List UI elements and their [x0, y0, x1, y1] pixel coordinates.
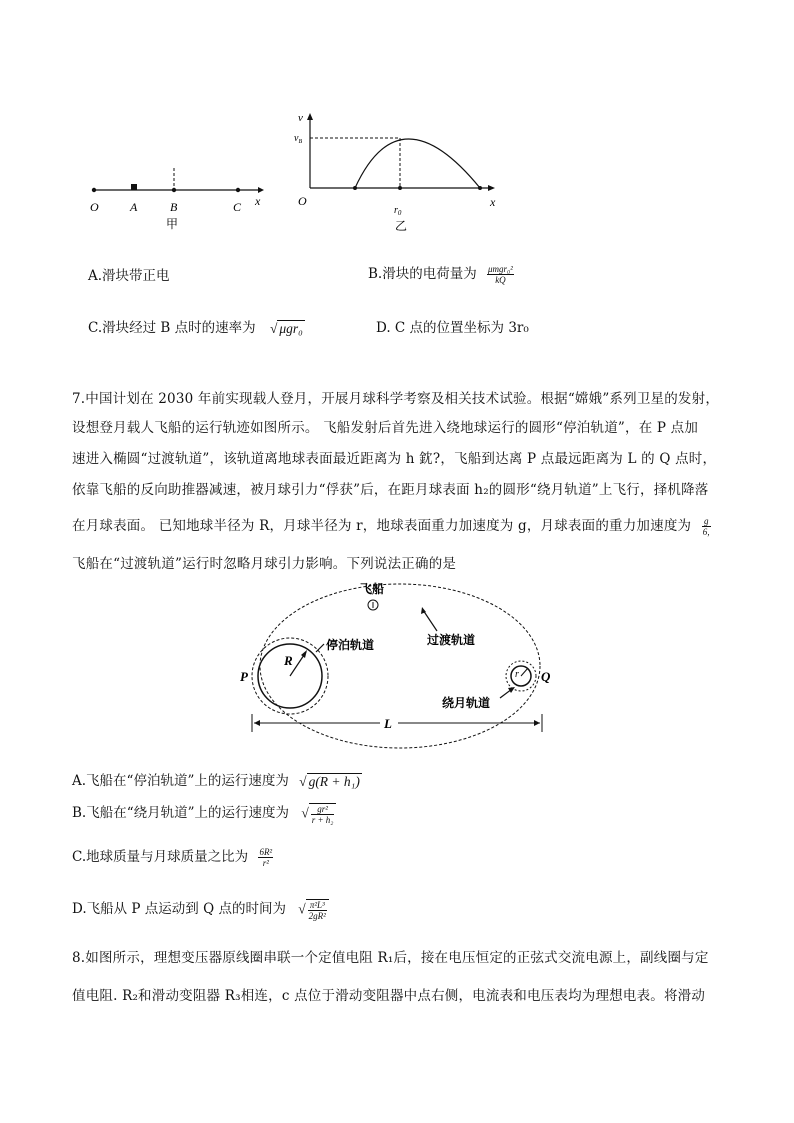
x-axis-arrow [488, 185, 495, 191]
q6-option-d: D. C 点的位置坐标为 3r₀ [376, 320, 529, 336]
x-axis-arrow [258, 187, 264, 193]
label-a: A [130, 200, 138, 214]
label-ship: 飞船 [360, 582, 385, 596]
q7-option-c-text: C.地球质量与月球质量之比为 [72, 849, 249, 865]
q8-line-1: 8.如图所示，理想变压器原线圈串联一个定值电阻 R₁后，接在电压恒定的正弦式交流电源上，副线圈与定 [72, 950, 709, 966]
q7-line-5-fraction: $\frac{g}{6,}$ [702, 516, 710, 537]
q6-option-c-sqrt: √ μgr₀ [269, 321, 303, 336]
l-arrow-left [254, 720, 260, 726]
q7-option-c [72, 845, 273, 868]
q6-option-b-fraction: $\frac{\text{μmgr₀²}}{kQ}$ [488, 264, 513, 285]
label-l: L [384, 716, 392, 731]
curve-end-point [478, 186, 482, 190]
label-o: O [298, 194, 307, 208]
label-o: O [90, 200, 99, 214]
label-lunar-orbit: 绕月轨道 [442, 696, 491, 710]
q7-option-b-text: B.飞船在“绕月轨道”上的运行速度为 [72, 805, 290, 821]
point-c [236, 188, 240, 192]
q6-option-c-text: C.滑块经过 B 点时的速率为 [88, 320, 256, 336]
label-transfer-orbit: 过渡轨道 [427, 633, 476, 647]
slider-block [131, 184, 137, 190]
label-c: C [233, 200, 242, 214]
label-x: x [255, 194, 261, 208]
parking-pointer [316, 644, 324, 652]
q7-option-b [72, 801, 336, 825]
q7-option-c-fraction: $\frac{\text{6R²}}{\text{r²}}$ [259, 847, 273, 868]
q7-option-d-sqrt: √ $\frac{\text{π²L³}}{\text{2gR²}}$ [298, 899, 329, 921]
q7-option-d-text: D.飞船从 P 点运动到 Q 点的时间为 [72, 901, 286, 917]
q8-line-2: 值电阻. R₂和滑动变阻器 R₃相连，c 点位于滑动变阻器中点右侧，电流表和电压表均为理想电表。将滑动 [72, 988, 706, 1004]
label-r0: $r_0$ [394, 205, 402, 217]
orbit-figure [230, 580, 570, 760]
q7-option-b-sqrt: √ $\frac{\text{gr²}}{\text{r + h₂}}$ [301, 803, 336, 825]
transfer-pointer [423, 610, 437, 631]
label-v: v [298, 112, 303, 124]
label-moon-r: r [515, 669, 519, 680]
point-o [92, 188, 96, 192]
moon-radius [521, 668, 528, 676]
q7-option-a [72, 769, 362, 790]
q6-option-b [368, 262, 514, 285]
l-arrow-right [534, 720, 540, 726]
earth-radius-arrow [301, 650, 307, 658]
lunar-pointer-arrow [508, 687, 515, 693]
label-parking-orbit: 停泊轨道 [326, 638, 375, 652]
q6-option-c [88, 316, 305, 337]
label-p: P [240, 669, 248, 684]
figure-jia [80, 160, 280, 235]
caption-jia: 甲 [166, 217, 179, 231]
q7-line-2: 设想登月载人飞船的运行轨迹如图所示。 飞船发射后首先进入绕地球运行的圆形“停泊轨道”，在 P 点加 [72, 420, 699, 436]
y-axis-arrow [307, 113, 313, 120]
figure-yi [290, 108, 505, 233]
q7-line-5 [72, 514, 711, 537]
q7-option-d [72, 897, 329, 921]
q7-line-3: 速进入椭圆“过渡轨道”，该轨道离地球表面最近距离为 h 鈂?，飞船到达离 P 点最远距离为 L 的 Q 点时， [72, 451, 717, 467]
curve-start-point [353, 186, 357, 190]
q7-line-5-text: 在月球表面。 已知地球半径为 R，月球半径为 r，地球表面重力加速度为 g，月球表面的重力加速度为 [72, 518, 692, 534]
q6-option-b-text: B.滑块的电荷量为 [368, 266, 477, 282]
label-x: x [490, 195, 496, 209]
q7-line-1: 7.中国计划在 2030 年前实现载人登月，开展月球科学考察及相关技术试验。根据“嫦娥”系列卫星的发射， [72, 391, 720, 407]
label-b: B [170, 200, 178, 214]
label-q: Q [541, 669, 551, 684]
q7-option-a-text: A.飞船在“停泊轨道”上的运行速度为 [72, 773, 289, 789]
q7-line-6: 飞船在“过渡轨道”运行时忽略月球引力影响。下列说法正确的是 [72, 556, 457, 572]
velocity-curve [355, 139, 480, 188]
q7-option-a-sqrt: √ g(R + h₁) [299, 774, 360, 789]
q6-option-a: A.滑块带正电 [88, 268, 170, 284]
label-earth-r: R [284, 653, 293, 668]
q7-line-4: 依靠飞船的反向助推器减速，被月球引力“俘获”后，在距月球表面 h₂的圆形“绕月轨道”上飞行，择机降落 [72, 482, 709, 498]
label-vb: $v_B$ [294, 133, 303, 145]
caption-yi: 乙 [395, 219, 408, 233]
